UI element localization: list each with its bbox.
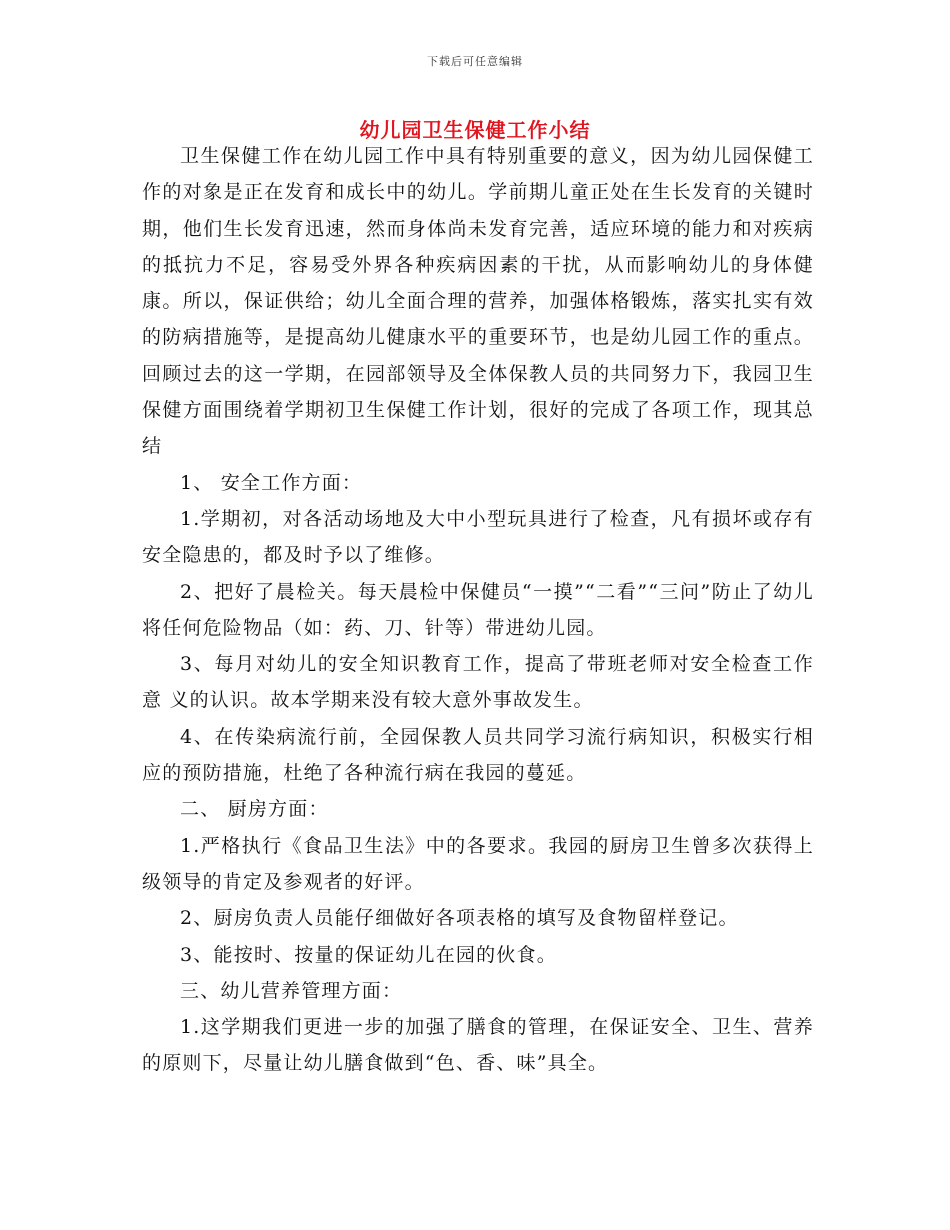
section-heading-nutrition: 三、幼儿营养管理方面：	[180, 979, 403, 1002]
section-heading-kitchen: 二、 厨房方面：	[180, 798, 329, 821]
section-heading-safety: 1、 安全工作方面：	[180, 471, 363, 494]
nutrition-item-1: 1.这学期我们更进一步的加强了膳食的管理，在保证安全、卫生、营养的原则下，尽量让幼儿膳食做到“色、香、味”具全。	[142, 1016, 814, 1075]
kitchen-item-1: 1.严格执行《食品卫生法》中的各要求。我园的厨房卫生曾多次获得上级领导的肯定及参观者的好评。	[142, 834, 814, 893]
intro-paragraph: 卫生保健工作在幼儿园工作中具有特别重要的意义，因为幼儿园保健工作的对象是正在发育和成长中的幼儿。学前期儿童正处在生长发育的关键时期，他们生长发育迅速，然而身体尚未发育完善，适应环境的能力和对疾病的抵抗力不足，容易受外界各种疾病因素的干扰，从而影响幼儿的身体健康。所以，保证供给；幼儿全面合理的营养，加强体格锻炼，落实扎实有效的防病措施等，是提高幼儿健康水平的重要环节，也是幼儿园工作的重点。回顾过去的这一学期，在园部领导及全体保教人员的共同努力下，我园卫生保健方面围绕着学期初卫生保健工作计划，很好的完成了各项工作，现其总结	[142, 145, 814, 458]
document-title: 幼儿园卫生保健工作小结	[359, 118, 591, 142]
safety-item-3: 3、每月对幼儿的安全知识教育工作，提高了带班老师对安全检查工作意 义的认识。故本学期来没有较大意外事故发生。	[142, 653, 814, 712]
safety-item-4: 4、在传染病流行前，全园保教人员共同学习流行病知识，积极实行相应的预防措施，杜绝了各种流行病在我园的蔓延。	[142, 725, 814, 785]
kitchen-item-3: 3、能按时、按量的保证幼儿在园的伙食。	[180, 943, 557, 966]
kitchen-item-2: 2、厨房负责人员能仔细做好各项表格的填写及食物留样登记。	[180, 907, 739, 930]
header-note: 下载后可任意编辑	[427, 55, 523, 68]
safety-item-2: 2、把好了晨检关。每天晨检中保健员“一摸”“二看”“三问”防止了幼儿将任何危险物品（如：药、刀、针等）带进幼儿园。	[142, 580, 814, 639]
document-body	[142, 138, 814, 1082]
safety-item-1: 1.学期初，对各活动场地及大中小型玩具进行了检查，凡有损坏或存有安全隐患的，都及时予以了维修。	[142, 507, 814, 567]
